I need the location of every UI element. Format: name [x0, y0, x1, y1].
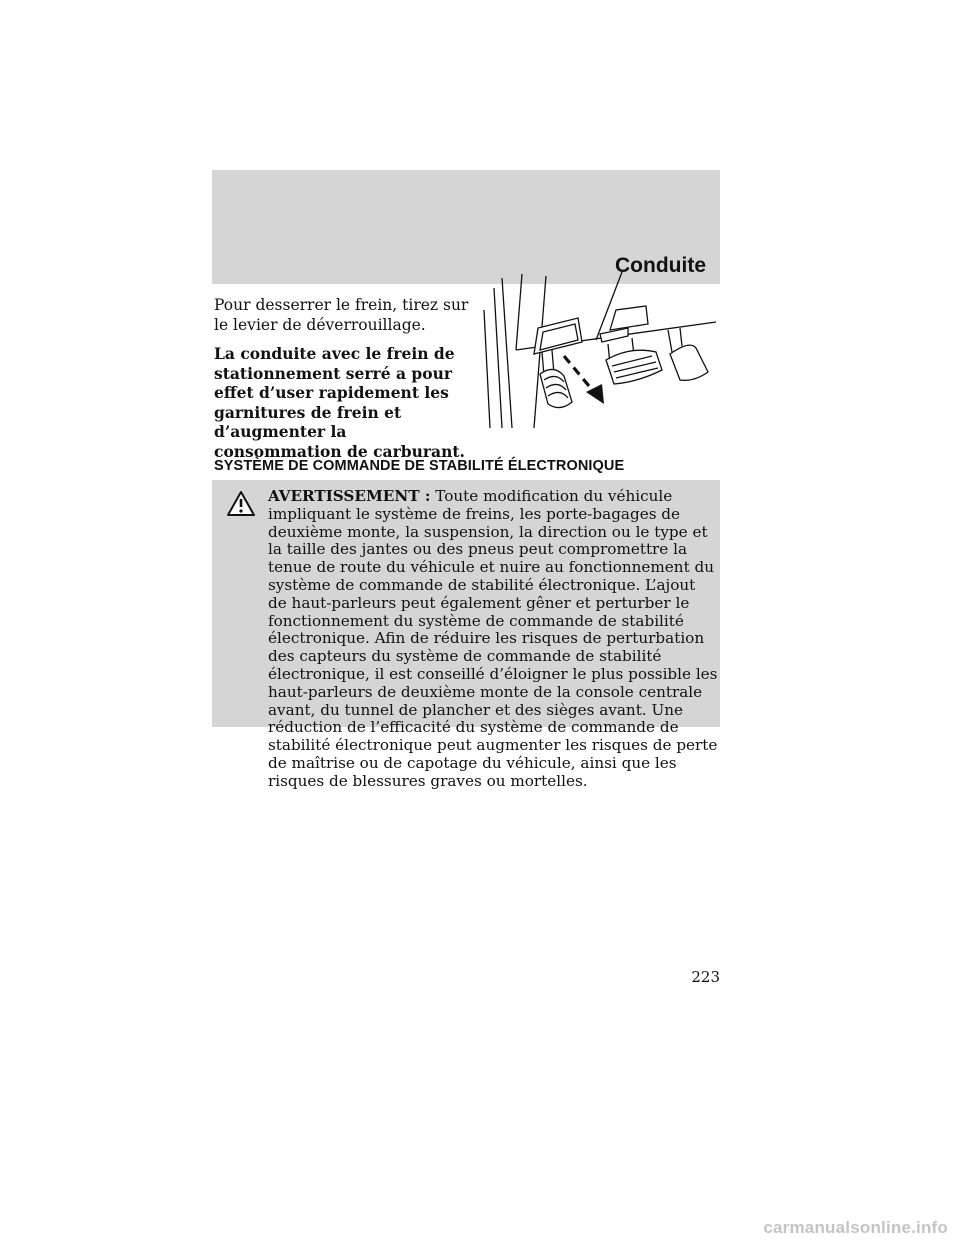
watermark [0, 1216, 960, 1242]
warning-text [216, 488, 718, 791]
warning-label: AVERTISSEMENT : [268, 487, 431, 505]
intro-text [214, 296, 476, 470]
page-header-title: Conduite [615, 254, 706, 277]
warning-body: Toute modification du véhicule impliquant le système de freins, les porte-bagages de deuxième monte, la suspension, la direction ou le type et la taille des jantes ou des pneus peut compromettre la tenue de route du véhicule et nuire au fonctionnement du système de commande de stabilité électronique. L’ajout de haut-parleurs peut également gêner et perturber le fonctionnement du système de commande de stabilité électronique. Afin de réduire les risques de perturbation des capteurs du système de commande de stabilité électronique, il est conseillé d’éloigner le plus possible les haut-parleurs de deuxième monte de la console centrale avant, du tunnel de plancher et des sièges avant. Une réduction de l’efficacité du système de commande de stabilité électronique peut augmenter les risques de perte de maîtrise ou de capotage du véhicule, ainsi que les risques de blessures graves ou mortelles. [268, 487, 718, 790]
section-title: SYSTÈME DE COMMANDE DE STABILITÉ ÉLECTRONIQUE [214, 458, 625, 474]
release-instruction: Pour desserrer le frein, tirez sur le levier de déverrouillage. [214, 296, 469, 334]
warning-box [212, 480, 720, 790]
parking-brake-release-pedal-illustration [480, 268, 720, 436]
page-number: 223 [691, 968, 720, 986]
parking-brake-caution: La conduite avec le frein de stationnement serré a pour effet d’user rapidement les garnitures de frein et d’augmenter la consommation de carburant. [214, 344, 465, 461]
watermark-text: carmanualsonline.info [763, 1218, 948, 1237]
header-band [212, 170, 720, 284]
